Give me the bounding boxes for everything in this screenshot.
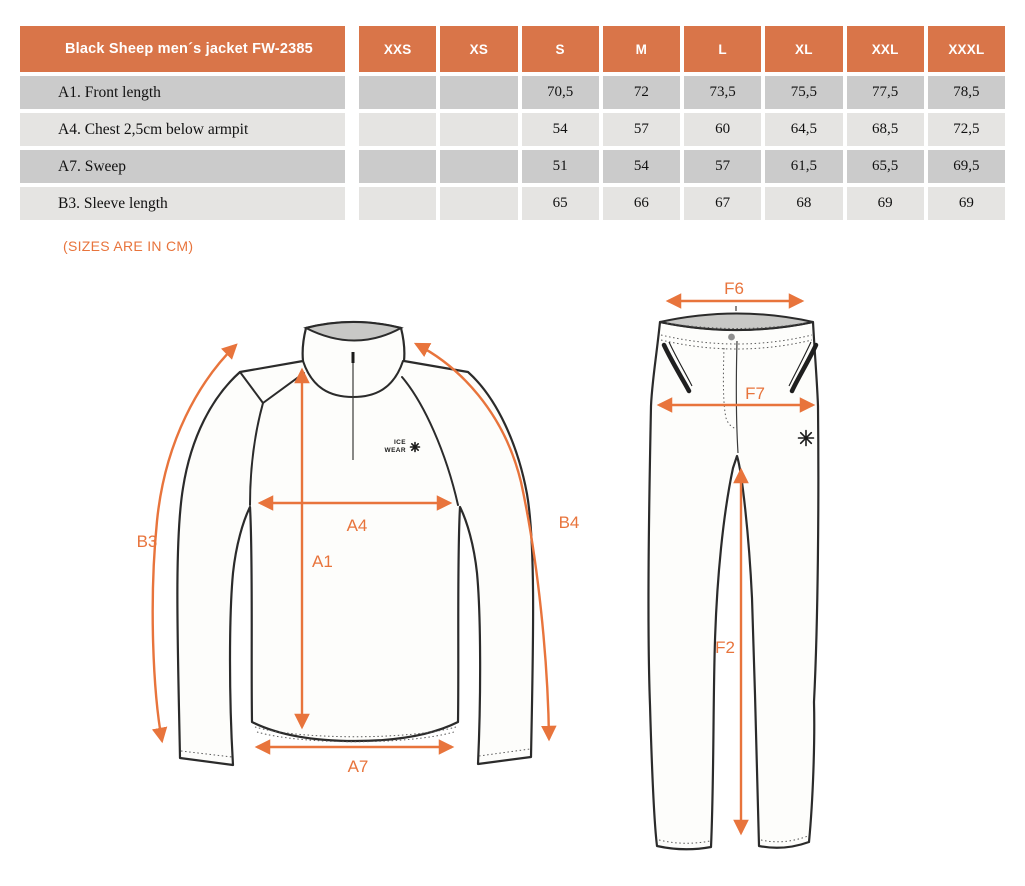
size-value-cell: 68,5 — [847, 113, 924, 146]
size-value-cell — [359, 150, 436, 183]
column-spacer — [349, 76, 355, 77]
pants-diagram — [640, 275, 1025, 875]
size-value-cell — [440, 113, 517, 146]
size-value-cell: 78,5 — [928, 76, 1005, 109]
size-value-cell: 54 — [603, 150, 680, 183]
pants-outline — [648, 322, 818, 849]
size-value-cell: 73,5 — [684, 76, 761, 109]
f2-label: F2 — [715, 638, 735, 657]
b3-label: B3 — [136, 532, 158, 551]
size-value-cell — [359, 187, 436, 220]
size-value-cell: 65,5 — [847, 150, 924, 183]
size-value-cell: 57 — [684, 150, 761, 183]
column-spacer — [349, 113, 355, 114]
row-label: A7. Sweep — [20, 150, 345, 183]
column-spacer — [349, 26, 355, 27]
size-value-cell: 69 — [847, 187, 924, 220]
f7-label: F7 — [745, 384, 765, 403]
size-table — [20, 26, 1005, 220]
size-value-cell — [440, 150, 517, 183]
logo-text-wear: WEAR — [384, 447, 406, 454]
size-column-header: XS — [440, 26, 517, 72]
size-value-cell — [359, 113, 436, 146]
size-value-cell: 54 — [522, 113, 599, 146]
logo-text-ice: ICE — [393, 439, 406, 446]
size-column-header: L — [684, 26, 761, 72]
size-value-cell: 77,5 — [847, 76, 924, 109]
size-value-cell — [359, 76, 436, 109]
size-value-cell: 72,5 — [928, 113, 1005, 146]
size-value-cell: 68 — [765, 187, 842, 220]
table-title: Black Sheep men´s jacket FW-2385 — [20, 26, 345, 72]
size-column-header: S — [522, 26, 599, 72]
size-value-cell: 75,5 — [765, 76, 842, 109]
column-spacer — [349, 187, 355, 188]
snowflake-icon — [799, 431, 814, 446]
snowflake-icon — [411, 443, 420, 452]
jacket-diagram — [130, 295, 610, 870]
units-note: (SIZES ARE IN CM) — [63, 238, 194, 254]
row-label: B3. Sleeve length — [20, 187, 345, 220]
size-value-cell: 70,5 — [522, 76, 599, 109]
size-column-header: XXXL — [928, 26, 1005, 72]
size-value-cell: 69,5 — [928, 150, 1005, 183]
size-column-header: M — [603, 26, 680, 72]
size-value-cell: 66 — [603, 187, 680, 220]
a4-label: A4 — [346, 516, 368, 535]
size-value-cell: 57 — [603, 113, 680, 146]
size-value-cell: 69 — [928, 187, 1005, 220]
waist-button — [728, 334, 735, 341]
size-value-cell: 60 — [684, 113, 761, 146]
column-spacer — [349, 150, 355, 151]
size-value-cell: 51 — [522, 150, 599, 183]
f6-label: F6 — [724, 279, 744, 298]
size-value-cell: 67 — [684, 187, 761, 220]
row-label: A1. Front length — [20, 76, 345, 109]
size-value-cell: 64,5 — [765, 113, 842, 146]
size-value-cell: 61,5 — [765, 150, 842, 183]
jacket-outline — [177, 322, 533, 765]
size-column-header: XL — [765, 26, 842, 72]
size-value-cell: 72 — [603, 76, 680, 109]
row-label: A4. Chest 2,5cm below armpit — [20, 113, 345, 146]
size-column-header: XXS — [359, 26, 436, 72]
b4-label: B4 — [558, 513, 580, 532]
size-value-cell — [440, 76, 517, 109]
size-value-cell — [440, 187, 517, 220]
size-value-cell: 65 — [522, 187, 599, 220]
a1-label: A1 — [312, 552, 333, 571]
a7-label: A7 — [347, 757, 369, 776]
size-column-header: XXL — [847, 26, 924, 72]
